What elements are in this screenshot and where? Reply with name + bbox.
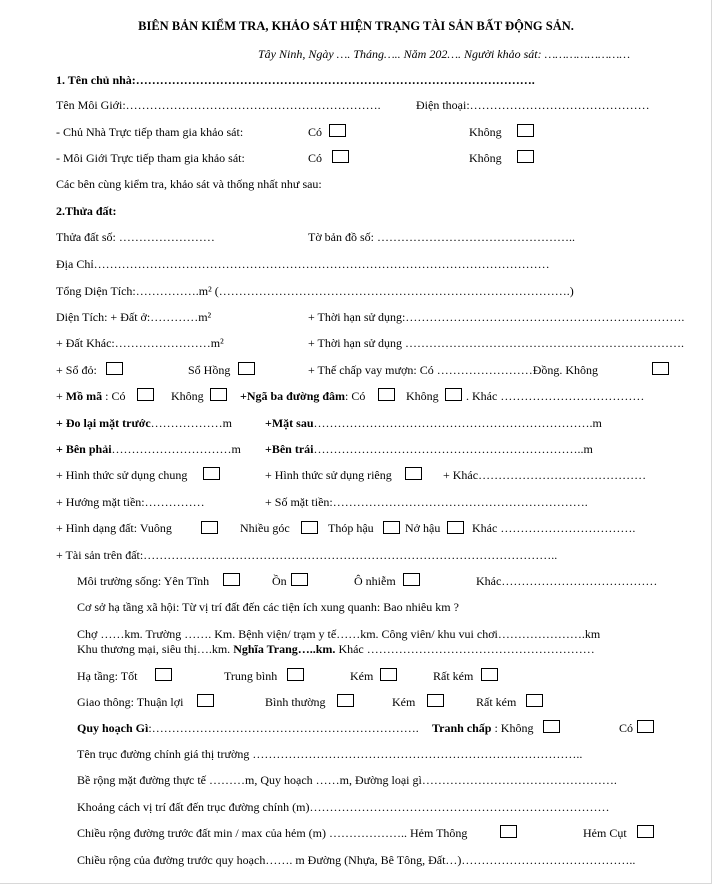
- date-line: Tây Ninh, Ngày …. Tháng….. Năm 202…. Người khảo sát: ……………………: [258, 47, 630, 61]
- lot-number-field[interactable]: Thửa đất số: ……………………: [56, 230, 215, 244]
- document-title: BIÊN BẢN KIỂM TRA, KHẢO SÁT HIỆN TRẠNG TÀI SẢN BẤT ĐỘNG SẢN.: [138, 19, 574, 33]
- planning-field: Quy hoạch Gì:………………………………………………………….: [77, 721, 419, 735]
- agreement-text: Các bên cùng kiểm tra, khảo sát và thống nhất như sau:: [56, 177, 322, 191]
- private-use-label: + Hình thức sử dụng riêng: [265, 468, 392, 482]
- infra-very-bad-checkbox[interactable]: [481, 668, 498, 681]
- right-side-field: + Bên phải…………………………m: [56, 442, 241, 456]
- commercial-distance-field: Khu thương mại, siêu thị….km. Nghĩa Trang…..km. Khác …………………………………………………: [77, 642, 595, 656]
- shared-use-checkbox[interactable]: [203, 467, 220, 480]
- social-infra-label: Cơ sở hạ tầng xã hội: Từ vị trí đất đến các tiện ích xung quanh: Bao nhiêu km ?: [77, 600, 459, 614]
- road-width-field[interactable]: Bề rộng mặt đường thực tế ………m, Quy hoạch ……m, Đường loại gì………………………………………….: [77, 773, 617, 787]
- infra-very-bad-label: Rất kém: [433, 669, 474, 683]
- section-owner: 1. Tên chủ nhà:……………………………………………………………………………………….: [56, 73, 535, 87]
- tomb-no-label: Không: [171, 389, 204, 403]
- environment-label: Môi trường sống: Yên Tĩnh: [77, 574, 210, 588]
- infra-average-label: Trung bình: [224, 669, 278, 683]
- shape-wide-back-label: Nở hậu: [405, 521, 441, 535]
- frontage-field[interactable]: + Số mặt tiền:……………………………………………………….: [265, 495, 588, 509]
- shape-narrow-back-label: Thóp hậu: [328, 521, 374, 535]
- dispute-no-checkbox[interactable]: [543, 720, 560, 733]
- owner-direct-label: - Chủ Nhà Trực tiếp tham gia khảo sát:: [56, 125, 244, 139]
- main-road-field[interactable]: Tên trục đường chính giá thị trường ………………………………………………………………………..: [77, 747, 583, 761]
- shape-square-checkbox[interactable]: [201, 521, 218, 534]
- traffic-very-bad-checkbox[interactable]: [526, 694, 543, 707]
- traffic-normal-label: Bình thường: [265, 695, 326, 709]
- address-field[interactable]: Địa Chỉ……………………………………………………………………………………………………: [56, 257, 550, 271]
- shape-many-label: Nhiều góc: [240, 521, 290, 535]
- dead-alley-label: Hẻm Cụt: [583, 826, 627, 840]
- left-side-field: +Bên trái…………………………………………………………..m: [265, 442, 593, 456]
- assets-field[interactable]: + Tài sản trên đất:…………………………………………………………………………………………..: [56, 548, 558, 562]
- tomb-label: + Mồ mã : Có: [56, 389, 126, 403]
- infra-bad-checkbox[interactable]: [380, 668, 397, 681]
- dead-end-yes-checkbox[interactable]: [378, 388, 395, 401]
- mortgage-no-checkbox[interactable]: [652, 362, 669, 375]
- tomb-no-checkbox[interactable]: [210, 388, 227, 401]
- traffic-bad-label: Kém: [392, 695, 416, 709]
- shape-narrow-back-checkbox[interactable]: [383, 521, 400, 534]
- direction-field[interactable]: + Hướng mặt tiền:……………: [56, 495, 205, 509]
- use-term-field[interactable]: + Thời hạn sử dụng:…………………………………………………………….: [308, 310, 685, 324]
- pink-book-label: Sổ Hồng: [188, 363, 231, 377]
- pink-book-checkbox[interactable]: [238, 362, 255, 375]
- dead-end-label: +Ngã ba đường đâm: Có: [240, 389, 366, 403]
- through-alley-checkbox[interactable]: [500, 825, 517, 838]
- env-noise-label: Ồn: [272, 574, 287, 588]
- private-use-checkbox[interactable]: [405, 467, 422, 480]
- env-pollution-checkbox[interactable]: [403, 573, 420, 586]
- dead-end-no-label: Không: [406, 389, 439, 403]
- red-book-label: + Sổ đỏ:: [56, 363, 97, 377]
- broker-direct-yes-checkbox[interactable]: [332, 150, 349, 163]
- traffic-label: Giao thông: Thuận lợi: [77, 695, 184, 709]
- alley-width-field[interactable]: Chiều rộng đường trước đất min / max của hẻm (m) ……………….. Hẻm Thông: [77, 826, 468, 840]
- use-term-2-field[interactable]: + Thời hạn sử dụng …………………………………………………………….: [308, 336, 685, 350]
- front-measure-field: + Đo lại mặt trước………………m: [56, 416, 233, 430]
- infra-bad-label: Kém: [350, 669, 374, 683]
- market-distance-field[interactable]: Chợ ……km. Trường ……. Km. Bệnh viện/ trạm y tế……km. Công viên/ khu vui chơi………………….km: [77, 627, 601, 641]
- owner-direct-yes-label: Có: [308, 125, 323, 139]
- shape-other-field[interactable]: Khác …………………………….: [472, 521, 636, 535]
- shape-wide-back-checkbox[interactable]: [447, 521, 464, 534]
- infrastructure-label: Hạ tầng: Tốt: [77, 669, 138, 683]
- shared-use-label: + Hình thức sử dụng chung: [56, 468, 188, 482]
- mortgage-label: + Thế chấp vay mượn: Có ……………………Đồng. Không: [308, 363, 599, 377]
- planned-width-field[interactable]: Chiều rộng của đường trước quy hoạch……. m Đường (Nhựa, Bê Tông, Đất…)……………………………………..: [77, 853, 636, 867]
- env-pollution-label: Ô nhiễm: [354, 574, 396, 588]
- residential-area-field[interactable]: Diện Tích: + Đất ở:…………m²: [56, 310, 212, 324]
- owner-direct-no-label: Không: [469, 125, 502, 139]
- shape-many-checkbox[interactable]: [301, 521, 318, 534]
- traffic-bad-checkbox[interactable]: [427, 694, 444, 707]
- dispute-yes-label: Có: [619, 721, 634, 735]
- traffic-good-checkbox[interactable]: [197, 694, 214, 707]
- env-quiet-checkbox[interactable]: [223, 573, 240, 586]
- section-land: 2.Thửa đất:: [56, 204, 117, 218]
- other-land-field[interactable]: + Đất Khác:……………………m²: [56, 336, 224, 350]
- distance-field[interactable]: Khoảng cách vị trí đất đến trục đường chính (m)…………………………………………………………………: [77, 800, 610, 814]
- red-book-checkbox[interactable]: [106, 362, 123, 375]
- owner-direct-no-checkbox[interactable]: [517, 124, 534, 137]
- owner-direct-yes-checkbox[interactable]: [329, 124, 346, 137]
- dead-end-other-field[interactable]: . Khác ………………………………: [466, 389, 645, 403]
- total-area-field[interactable]: Tổng Diện Tích:…………….m² (…………………………………………………………………………….): [56, 284, 574, 298]
- env-noise-checkbox[interactable]: [291, 573, 308, 586]
- back-measure-field: +Mặt sau…………………………………………………………….m: [265, 416, 602, 430]
- tomb-yes-checkbox[interactable]: [137, 388, 154, 401]
- phone-field[interactable]: Điện thoại:………………………………………: [416, 98, 650, 112]
- map-number-field[interactable]: Tờ bản đồ số: …………………………………………..: [308, 230, 576, 244]
- broker-direct-yes-label: Có: [308, 151, 323, 165]
- traffic-normal-checkbox[interactable]: [337, 694, 354, 707]
- env-other-field[interactable]: Khác…………………………………: [476, 574, 658, 588]
- dead-alley-checkbox[interactable]: [637, 825, 654, 838]
- broker-direct-no-checkbox[interactable]: [517, 150, 534, 163]
- infra-average-checkbox[interactable]: [287, 668, 304, 681]
- broker-direct-label: - Môi Giới Trực tiếp tham gia khảo sát:: [56, 151, 245, 165]
- broker-name-field[interactable]: Tên Môi Giới:……………………………………………………….: [56, 98, 381, 112]
- dispute-yes-checkbox[interactable]: [637, 720, 654, 733]
- broker-direct-no-label: Không: [469, 151, 502, 165]
- infra-good-checkbox[interactable]: [155, 668, 172, 681]
- dead-end-no-checkbox[interactable]: [445, 388, 462, 401]
- shape-label: + Hình dạng đất: Vuông: [56, 521, 172, 535]
- dispute-label: Tranh chấp : Không: [432, 721, 534, 735]
- other-use-field[interactable]: + Khác……………………………………: [443, 468, 647, 482]
- traffic-very-bad-label: Rất kém: [476, 695, 517, 709]
